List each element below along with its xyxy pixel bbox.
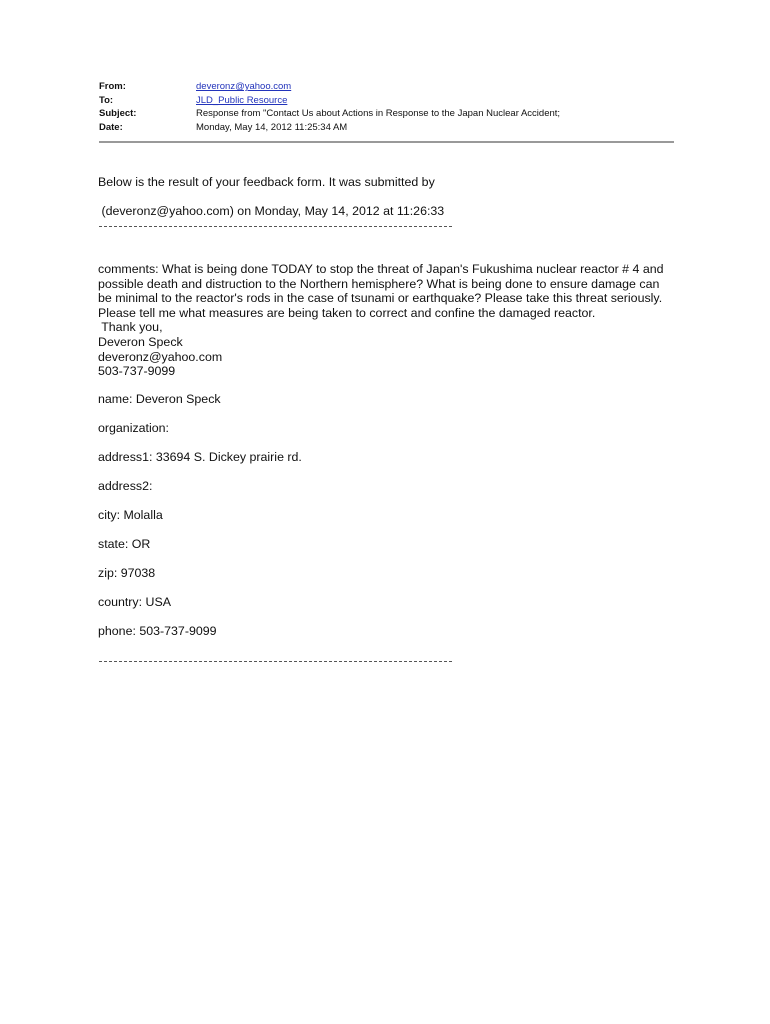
email-header (99, 80, 674, 134)
date-label: Date: (99, 121, 123, 133)
comment-line: deveronz@yahoo.com (98, 349, 223, 364)
intro-line-2: (deveronz@yahoo.com) on Monday, May 14, 2012 at 11:26:33 (98, 204, 445, 218)
from-email-link[interactable]: deveronz@yahoo.com (196, 81, 292, 92)
field-address1: address1: 33694 S. Dickey prairie rd. (98, 450, 302, 464)
from-label: From: (99, 81, 126, 92)
header-divider (99, 141, 674, 143)
comments-block (98, 262, 688, 379)
to-recipient-link[interactable]: JLD_Public Resource (196, 94, 288, 106)
to-label: To: (99, 94, 114, 106)
field-name: name: Deveron Speck (98, 392, 221, 406)
comment-line: be minimal to the reactor's rods in the case of tsunami or earthquake? Please take this threat seriously. (98, 291, 663, 306)
field-zip: zip: 97038 (98, 566, 156, 580)
header-row-date (99, 121, 674, 135)
comment-line: comments: What is being done TODAY to stop the threat of Japan's Fukushima nuclear reactor # 4 and (98, 262, 664, 276)
intro-line-1: Below is the result of your feedback form. It was submitted by (98, 175, 435, 189)
comment-line: possible death and distruction to the Northern hemisphere? What is being done to ensure damage can (98, 276, 660, 291)
comment-line: Please tell me what measures are being taken to correct and confine the damaged reactor. (98, 305, 596, 320)
field-organization: organization: (98, 421, 169, 435)
form-fields (98, 392, 302, 653)
field-country: country: USA (98, 595, 171, 609)
date-value: Monday, May 14, 2012 11:25:34 AM (196, 121, 348, 133)
field-phone: phone: 503-737-9099 (98, 624, 217, 638)
header-row-to (99, 94, 674, 108)
subject-value: Response from "Contact Us about Actions in Response to the Japan Nuclear Accident; (196, 108, 561, 119)
comment-line: Thank you, (98, 320, 163, 335)
comment-line: 503-737-9099 (98, 364, 176, 379)
header-row-subject (99, 107, 674, 121)
field-address2: address2: (98, 479, 153, 493)
header-row-from (99, 80, 674, 94)
top-dashed-divider (99, 226, 452, 227)
subject-label: Subject: (99, 108, 137, 119)
bottom-dashed-divider (99, 661, 452, 662)
field-state: state: OR (98, 537, 151, 551)
field-city: city: Molalla (98, 508, 163, 522)
comment-line: Deveron Speck (98, 334, 183, 349)
